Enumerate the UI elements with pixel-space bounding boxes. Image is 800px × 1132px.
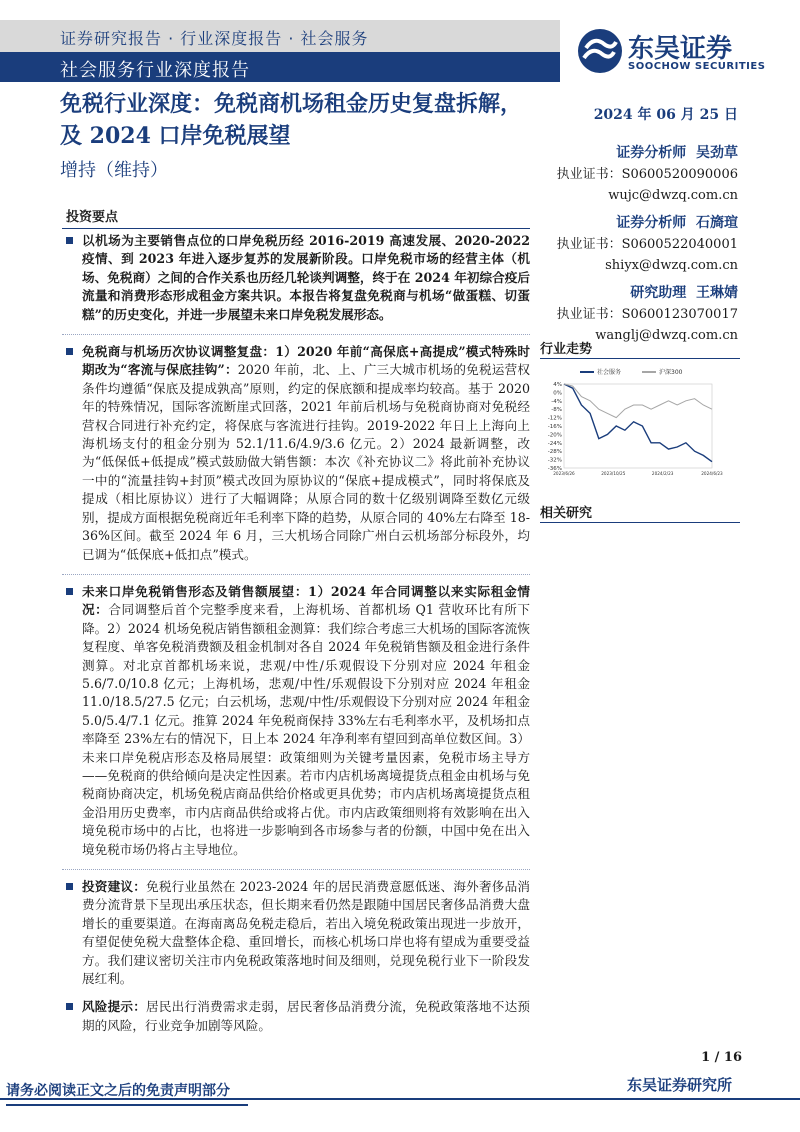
institute-name: 东吴证券研究所 [626, 1076, 732, 1094]
analyst-cert: 执业证书：S0600123070017 [556, 307, 738, 322]
rating: 增持（维持） [60, 160, 168, 181]
paragraph-lead: 免税商与机场历次协议调整复盘：1）2020 年前“高保底+高提成”模式特殊时期改为“客流与保底挂钩”： [82, 344, 530, 378]
brand-name-en: SOOCHOW SECURITIES [628, 61, 766, 72]
x-tick-label: 2023/6/26 [553, 471, 575, 476]
analyst-email[interactable]: wujc@dwzq.com.cn [608, 188, 738, 203]
analyst [518, 282, 738, 346]
summary-body [62, 232, 530, 1045]
bullet-paragraph [62, 583, 530, 859]
paragraph-text: 以机场为主要销售点位的口岸免税历经 2016-2019 高速发展、2020-2022 疫情、到 2023 年进入逐步复苏的发展新阶段。口岸免税市场的经营主体（机场、免税商）之间的合作关系也历经几轮谈判调整，终于在 2024 年初综合疫后流量和消费形态形成租金方案共识。本报告将复盘免税商与机场“做蛋糕、切蛋糕”的历史变化，并进一步展望未来口岸免税发展形态。 [82, 233, 530, 322]
divider [62, 334, 530, 335]
y-tick-label: -4% [551, 398, 562, 405]
bullet-square-icon [66, 883, 73, 890]
y-tick-label: -28% [547, 449, 562, 456]
divider [540, 522, 740, 523]
analyst-cert: 执业证书：S0600522040001 [556, 237, 738, 252]
report-date: 2024 年 06 月 25 日 [593, 107, 738, 123]
x-tick-label: 2024/2/23 [651, 471, 674, 476]
series-line [564, 384, 712, 462]
paragraph-lead: 风险提示： [82, 999, 147, 1015]
category-title: 社会服务行业深度报告 [60, 60, 250, 81]
paragraph-text: 免税行业虽然在 2023-2024 年的居民消费意愿低迷、海外奢侈品消费分流背景下呈现出承压状态，但长期来看仍然是跟随中国居民奢侈品消费大盘增长的重要渠道。在海南离岛免税走稳后，若出入境免税政策出现进一步放开，有望促使免税大盘整体企稳、重回增长，而核心机场口岸也将有望成为重要受益方。我们建议密切关注市内免税政策落地时间及细则，兑现免税行业下一阶段发展红利。 [82, 879, 530, 987]
y-tick-label: 4% [553, 382, 562, 388]
y-tick-label: -20% [547, 432, 562, 439]
bullet-square-icon [66, 1003, 73, 1010]
breadcrumb: 证券研究报告 · 行业深度报告 · 社会服务 [60, 29, 369, 48]
trend-chart [540, 362, 723, 482]
paragraph-lead: 未来口岸免税销售形态及销售额展望：1）2024 年合同调整以来实际租金情况： [82, 583, 530, 618]
divider [540, 358, 740, 359]
y-tick-label: -12% [547, 415, 562, 422]
bullet-paragraph [62, 232, 530, 324]
bullet-square-icon [66, 237, 73, 244]
divider [62, 574, 530, 575]
analyst-email[interactable]: wanglj@dwzq.com.cn [595, 328, 738, 343]
y-tick-label: -36% [547, 466, 562, 472]
analyst [518, 142, 738, 206]
analyst-name: 吴劲草 [696, 145, 738, 161]
bullet-paragraph [62, 998, 530, 1035]
y-tick-label: -16% [547, 424, 562, 430]
y-tick-label: -24% [547, 440, 562, 447]
bullet-paragraph [62, 878, 530, 988]
y-tick-label: -32% [547, 457, 562, 464]
paragraph-text: 居民出行消费需求走弱，居民奢侈品消费分流，免税政策落地不达预期的风险，行业竞争加剧等风险。 [82, 999, 531, 1033]
paragraph-lead: 投资建议： [82, 879, 147, 894]
related-heading: 相关研究 [540, 506, 593, 521]
analyst-name: 石旖瑄 [696, 215, 738, 231]
analyst-role: 证券分析师 [616, 215, 687, 231]
trend-heading: 行业走势 [540, 342, 593, 357]
divider [62, 228, 530, 229]
divider [62, 869, 530, 870]
analyst [518, 212, 738, 276]
paragraph-text: 2020 年前，北、上、广三大城市机场的免税运营权条件均遵循“保底及提成孰高”原则，约定的保底额和提成率均较高。基于 2020 年的特殊情况，国际客流断崖式回落，2021 年前后机场与免税商协商对免税经营权合同进行补充约定，将保底与客流进行挂钩。2019-2022 年日上上海向上海机场支付的租金分别为 52.1/11.6/4.9/3.6 亿元。2）2024 最新调整，改为“低保低+低提成”模式鼓励做大销售额：本次《补充协议二》将此前补充协议一中的“流量挂钩+封顶”模式改回为原协议的“保底+提成模式”，同时将保底及提成（相比原协议）进行了大幅调降；从原合同的数十亿级别调降至数亿元级别，提成方面根据免税商近年毛利率下降的趋势，从原合同的 40%左右降至 18-36%区间。截至 2024 年 6 月，三大机场合同除广州白云机场部分标段外，均已调为“低保底+低扣点”模式。 [82, 362, 530, 562]
footer-divider [0, 1098, 800, 1100]
y-tick-label: -8% [551, 407, 562, 414]
x-tick-label: 2024/6/23 [701, 471, 723, 476]
legend-label: 沪深300 [659, 369, 683, 376]
disclaimer-text: 请务必阅读正文之后的免责声明部分 [6, 1080, 248, 1106]
bullet-paragraph [62, 343, 530, 564]
section-heading: 投资要点 [66, 210, 119, 225]
plot-frame [564, 384, 712, 468]
analyst-email[interactable]: shiyx@dwzq.com.cn [605, 258, 738, 273]
page-number: 1 / 16 [701, 1050, 742, 1065]
analyst-role: 证券分析师 [616, 145, 687, 161]
series-line [564, 384, 712, 418]
analyst-cert: 执业证书：S0600520090006 [556, 167, 738, 182]
brand-name: 东吴证券 [628, 34, 733, 64]
analyst-role: 研究助理 [630, 285, 687, 301]
report-title: 免税行业深度：免税商机场租金历史复盘拆解，及 2024 口岸免税展望 [60, 91, 523, 149]
paragraph-text: 合同调整后首个完整季度来看，上海机场、首都机场 Q1 营收环比有所下降。2）2024 机场免税店销售额租金测算：我们综合考虑三大机场的国际客流恢复程度、单客免税消费额及租金机制对各自 2024 年免税销售额及租金进行条件测算。对北京首都机场来说，悲观/中性/乐观假设下分别对应 2024 年租金 5.6/7.0/10.8 亿元；上海机场，悲观/中性/乐观假设下分别对应 2024 年租金 11.0/18.5/27.5 亿元；白云机场，悲观/中性/乐观假设下分别对应 2024 年租金 5.0/5.4/7.1 亿元。推算 2024 年免税商保持 33%左右毛利率水平，及机场扣点率降至 23%左右的情况下，日上本 2024 年净利率有望回到高单位数区间。3）未来口岸免税店形态及格局展望：政策细则为关键考量因素，免税市场主导方——免税商的供给倾向是决定性因素。若市内店机场离境提货点租金由机场与免税商协商决定，机场免税店商品供给价格或更具优势；市内店机场离境提货点租金沿用历史费率，市内店商品供给或将占优。市内店政策细则将有效影响在出入境免税市场中的占比，也将进一步影响到各市场参与者的份额，中国中免在出入境免税市场仍将占主导地位。 [82, 602, 531, 857]
bullet-square-icon [66, 348, 73, 355]
y-tick-label: 0% [553, 390, 562, 397]
x-tick-label: 2023/10/25 [601, 471, 626, 476]
analyst-list [518, 142, 738, 352]
analyst-name: 王琳婧 [696, 285, 738, 301]
legend-label: 社会服务 [597, 369, 622, 376]
bullet-square-icon [66, 588, 73, 595]
